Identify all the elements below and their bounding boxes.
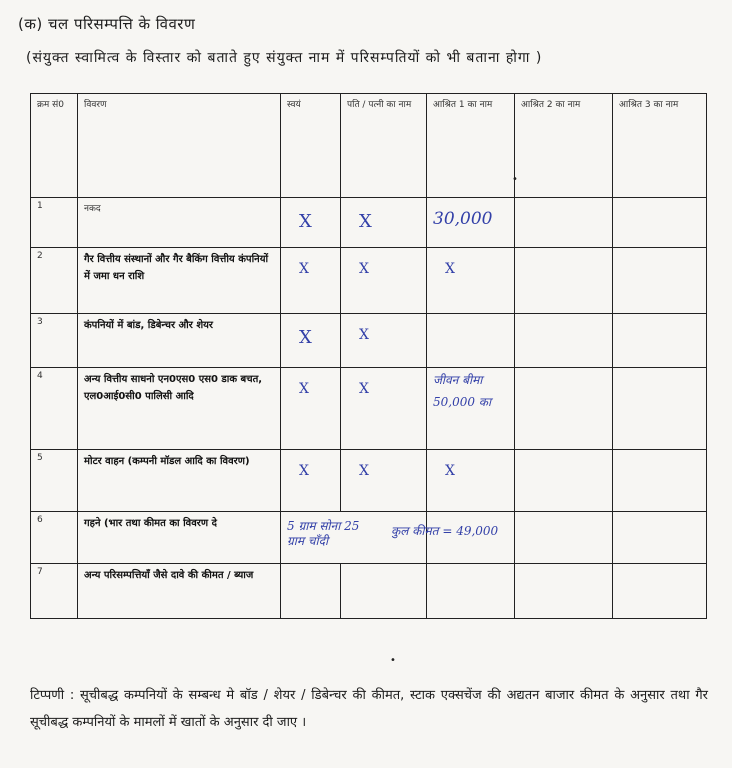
empty-cell: [515, 564, 613, 619]
handwritten-dependent-1: 30,000: [433, 209, 493, 229]
empty-cell: [613, 198, 707, 248]
empty-cell: [427, 564, 515, 619]
section-subheading: (संयुक्त स्वामित्व के विस्तार को बताते हुए संयुक्त नाम में परिसम्पतियों को भी बताना होगा ): [26, 50, 543, 66]
empty-cell: [515, 248, 613, 314]
row-number: 2: [31, 248, 78, 314]
handwritten-spouse: X: [359, 211, 372, 232]
empty-cell: [613, 368, 707, 450]
handwritten-spouse: X: [359, 463, 369, 479]
row-description: अन्य वित्तीय साधनो एन0एस0 एस0 डाक बचत, एल0आई0सी0 पालिसी आदि: [78, 368, 281, 450]
header-description: विवरण: [78, 94, 281, 198]
empty-cell: [613, 450, 707, 512]
header-spouse: पति / पत्नी का नाम: [341, 94, 427, 198]
row-number: 6: [31, 512, 78, 564]
header-self: स्वयं: [281, 94, 341, 198]
table-row: [31, 198, 707, 248]
handwritten-spouse: X: [359, 381, 369, 397]
handwritten-self: X: [299, 381, 309, 397]
empty-cell: [613, 248, 707, 314]
table-row: [31, 450, 707, 512]
table-row: [31, 248, 707, 314]
row-description: गहने (भार तथा कीमत का विवरण दे: [78, 512, 281, 564]
handwritten-total-value: कुल कीमत = 49,000: [391, 524, 499, 538]
header-serial: क्रम सं0: [31, 94, 78, 198]
empty-cell: [515, 450, 613, 512]
row-description: अन्य परिसम्पत्तियाँ जैसे दावे की कीमत / ब्याज: [78, 564, 281, 619]
section-heading: (क) चल परिसम्पत्ति के विवरण: [18, 15, 196, 33]
header-dependent-2: आश्रित 2 का नाम: [515, 94, 613, 198]
empty-cell: [515, 368, 613, 450]
handwritten-self: X: [299, 211, 312, 232]
handwritten-dependent-1: X: [445, 463, 455, 479]
handwritten-spouse: X: [359, 261, 369, 277]
handwritten-jewellery-detail: 5 ग्राम सोना 25 ग्राम चाँदी: [287, 519, 360, 548]
table-row: [31, 512, 707, 564]
row-number: 5: [31, 450, 78, 512]
empty-cell: [515, 314, 613, 368]
speck-mark: •: [512, 174, 518, 185]
table-row: [31, 564, 707, 619]
movable-assets-table: [30, 93, 707, 619]
empty-cell: [281, 564, 341, 619]
row-description: मोटर वाहन (कम्पनी मॉडल आदि का विवरण): [78, 450, 281, 512]
table-row: [31, 314, 707, 368]
row-description: गैर वित्तीय संस्थानों और गैर बैकिंग वित्तीय कंपनियों में जमा धन राशि: [78, 248, 281, 314]
table-row: [31, 368, 707, 450]
handwritten-spouse: X: [359, 327, 369, 343]
row-number: 3: [31, 314, 78, 368]
handwritten-dependent-1: X: [445, 261, 455, 277]
handwritten-self: X: [299, 261, 309, 277]
speck-mark: •: [390, 655, 396, 666]
row-description: कंपनियों में बांड, डिबेन्चर और शेयर: [78, 314, 281, 368]
header-dependent-3: आश्रित 3 का नाम: [613, 94, 707, 198]
header-dependent-1: आश्रित 1 का नाम: [427, 94, 515, 198]
footnote: टिप्पणी : सूचीबद्ध कम्पनियों के सम्बन्ध मे बॉड / शेयर / डिबेन्चर की कीमत, स्टाक एक्सचेंज की अद्यतन बाजार कीमत के अनुसार तथा गैर सूचीबद्ध कम्पनियों के मामलों में खातों के अनुसार दी जाए ।: [30, 688, 708, 730]
handwritten-dependent-1: जीवन बीमा 50,000 का: [433, 373, 492, 409]
row-number: 7: [31, 564, 78, 619]
empty-cell: [613, 564, 707, 619]
empty-cell: [515, 198, 613, 248]
empty-cell: [613, 512, 707, 564]
handwritten-self: X: [299, 463, 309, 479]
empty-cell: [515, 512, 613, 564]
empty-cell: [613, 314, 707, 368]
row-number: 4: [31, 368, 78, 450]
handwritten-self: X: [299, 327, 312, 348]
empty-cell: [341, 564, 427, 619]
empty-cell: [427, 314, 515, 368]
table-header-row: [31, 94, 707, 198]
row-number: 1: [31, 198, 78, 248]
row-description: नकद: [78, 198, 281, 248]
